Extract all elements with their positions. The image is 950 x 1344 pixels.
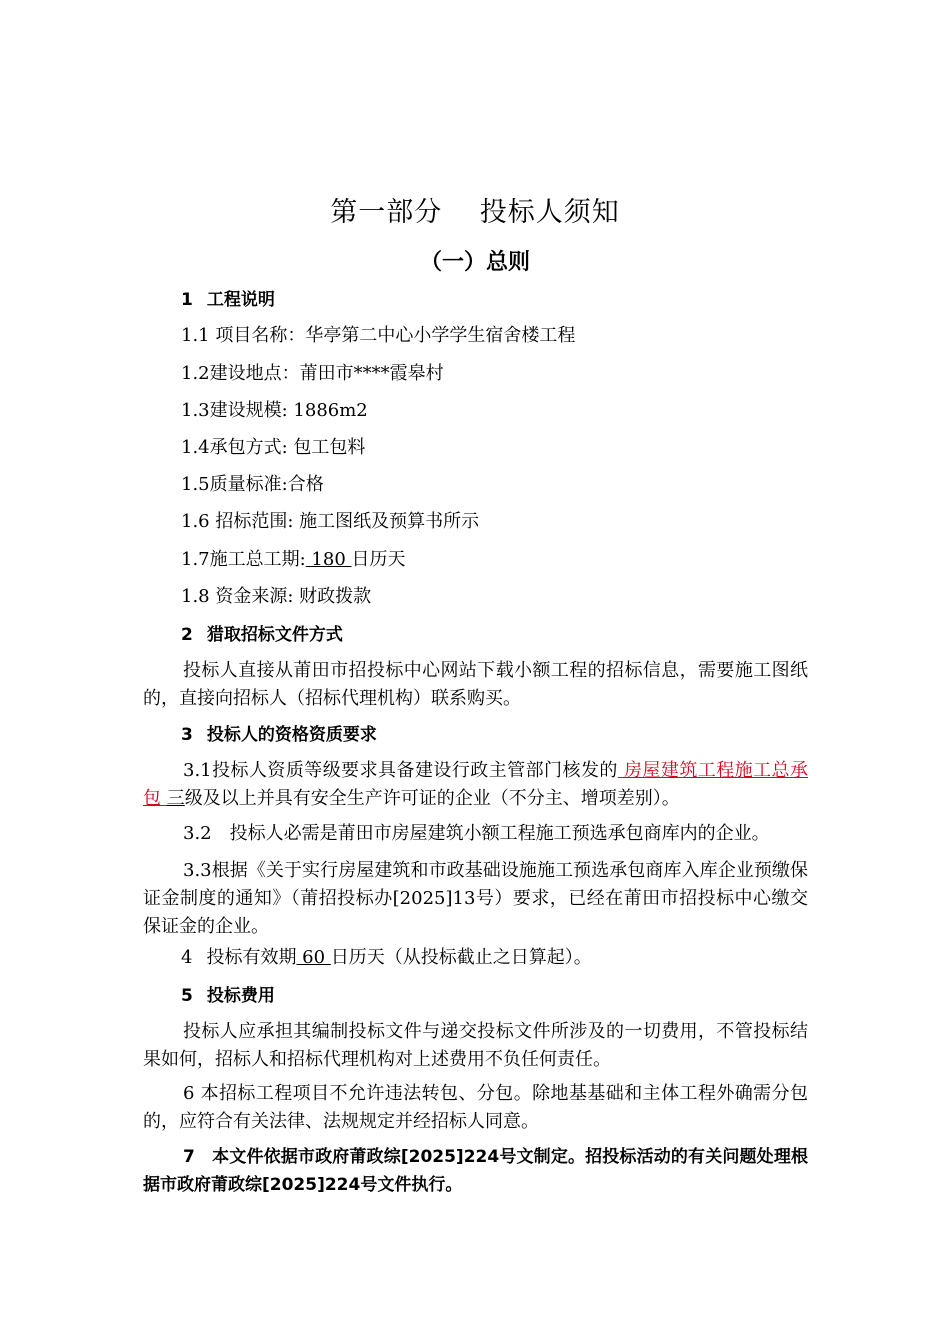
item-1-6: 1.6 招标范围: 施工图纸及预算书所示 [181,511,480,532]
section-1-number: 1 [181,290,193,310]
section-2-heading [181,622,343,648]
section-7: 7 本文件依据市政府莆政综[2025]224号文制定。招投标活动的有关问题处理根据市政府莆政综[2025]224号文件执行。 [143,1147,808,1195]
qualification-grade: 三 [166,788,185,809]
section-1-title: 工程说明 [206,290,275,310]
section-3-number: 3 [181,725,193,745]
section-3-1 [143,757,808,813]
section-3-1-text: 3.1投标人资质等级要求具备建设行政主管部门核发的 [183,760,618,781]
section-2-title: 猎取招标文件方式 [206,625,343,645]
section-5-number: 5 [181,986,193,1006]
qualification-highlight: 房屋建筑工程施工总承包 [143,760,808,809]
section-3-1-suffix: 级及以上并具有安全生产许可证的企业（不分主、增项差别）。 [184,788,680,809]
section-5-title: 投标费用 [206,986,275,1006]
section-4 [181,945,592,971]
item-1-4: 1.4承包方式: 包工包料 [181,437,366,458]
item-1-8: 1.8 资金来源: 财政拨款 [181,586,372,607]
item-1-5: 1.5质量标准:合格 [181,474,324,495]
section-3-3: 3.3根据《关于实行房屋建筑和市政基础设施施工预选承包商库入库企业预缴保证金制度的通知》（莆招投标办[2025]13号）要求，已经在莆田市招投标中心缴交保证金的企业。 [143,860,808,937]
item-1-2: 1.2建设地点：莆田市****霞皋村 [181,363,444,384]
section-3-title: 投标人的资格资质要求 [206,725,377,745]
item-1-3: 1.3建设规模: 1886m2 [181,400,368,421]
section-4-number: 4 [181,947,193,968]
section-subtitle: （一）总则 [419,250,530,275]
section-5-heading [181,983,275,1009]
section-5-body: 投标人应承担其编制投标文件与递交投标文件所涉及的一切费用，不管投标结果如何，招标人和招标代理机构对上述费用不负任何责任。 [143,1021,808,1070]
page-title: 第一部分 投标人须知 [330,197,620,228]
item-1-7-value: 180 [305,549,352,570]
section-4-label: 投标有效期 [206,947,297,968]
section-2-number: 2 [181,625,193,645]
item-1-7-unit: 日历天 [351,549,406,570]
section-3-heading [181,722,377,748]
section-2-body: 投标人直接从莆田市招投标中心网站下载小额工程的招标信息，需要施工图纸的，直接向招标人（招标代理机构）联系购买。 [143,660,808,709]
item-1-7-label: 1.7施工总工期: [181,549,306,570]
item-1-7 [181,547,406,573]
item-1-1: 1.1 项目名称：华亭第二中心小学学生宿舍楼工程 [181,325,576,346]
section-4-value: 60 [296,947,331,968]
section-3-2: 3.2 投标人必需是莆田市房屋建筑小额工程施工预选承包商库内的企业。 [183,823,770,844]
section-6: 6 本招标工程项目不允许违法转包、分包。除地基基础和主体工程外确需分包的，应符合有关法律、法规规定并经招标人同意。 [143,1083,808,1132]
section-1-heading [181,287,275,313]
section-4-unit: 日历天（从投标截止之日算起）。 [330,947,592,968]
